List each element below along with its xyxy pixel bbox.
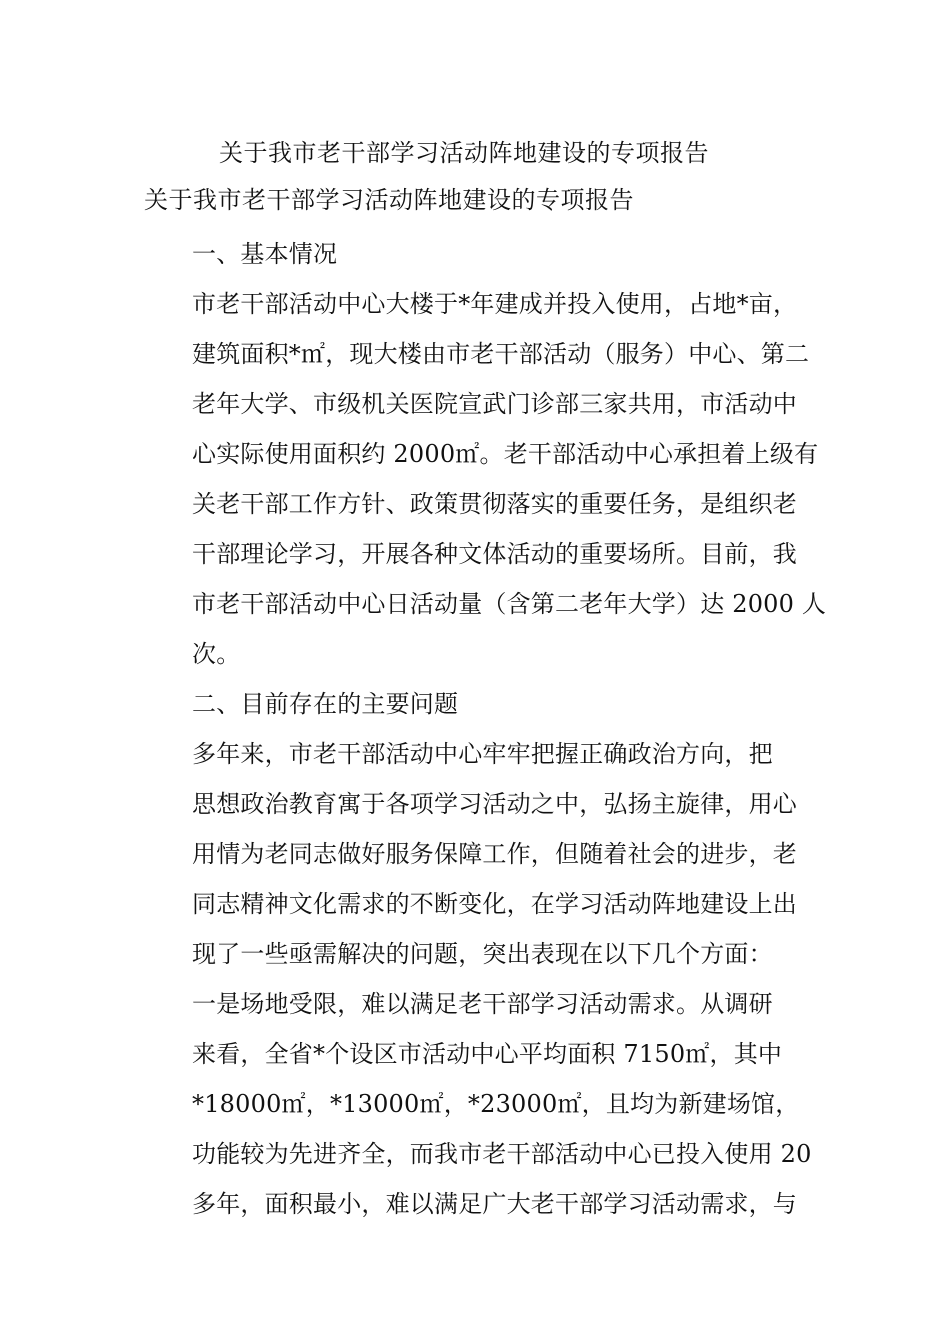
paragraph-space-limitation — [144, 979, 812, 1229]
document-subtitle: 关于我市老干部学习活动阵地建设的专项报告 — [144, 186, 634, 214]
text-line: 用情为老同志做好服务保障工作，但随着社会的进步，老 — [192, 840, 797, 868]
paragraph-basic-situation — [144, 279, 827, 679]
text-line: 建筑面积*㎡，现大楼由市老干部活动（服务）中心、第二 — [192, 340, 810, 368]
text-line: 心实际使用面积约 2000㎡。老干部活动中心承担着上级有 — [192, 440, 819, 468]
text-line: 市老干部活动中心大楼于*年建成并投入使用，占地*亩， — [192, 290, 798, 318]
section-heading-basic-situation: 一、基本情况 — [192, 240, 338, 268]
text-line: 思想政治教育寓于各项学习活动之中，弘扬主旋律，用心 — [192, 790, 797, 818]
text-line: 干部理论学习，开展各种文体活动的重要场所。目前，我 — [192, 540, 797, 568]
text-line: 次。 — [192, 640, 241, 668]
text-line: 来看，全省*个设区市活动中心平均面积 7150㎡，其中 — [192, 1040, 783, 1068]
text-line: *18000㎡，*13000㎡，*23000㎡，且均为新建场馆， — [192, 1090, 800, 1118]
text-line: 功能较为先进齐全，而我市老干部活动中心已投入使用 20 — [192, 1140, 812, 1168]
text-line: 老年大学、市级机关医院宣武门诊部三家共用，市活动中 — [192, 390, 797, 418]
text-line: 现了一些亟需解决的问题，突出表现在以下几个方面： — [192, 940, 773, 968]
text-line: 同志精神文化需求的不断变化，在学习活动阵地建设上出 — [192, 890, 797, 918]
text-line: 市老干部活动中心日活动量（含第二老年大学）达 2000 人 — [192, 590, 827, 618]
text-line: 关老干部工作方针、政策贯彻落实的重要任务，是组织老 — [192, 490, 797, 518]
paragraph-main-problems-intro — [144, 729, 808, 979]
text-line: 一是场地受限，难以满足老干部学习活动需求。从调研 — [192, 990, 773, 1018]
document-title: 关于我市老干部学习活动阵地建设的专项报告 — [219, 139, 709, 167]
text-line: 多年，面积最小，难以满足广大老干部学习活动需求，与 — [192, 1190, 797, 1218]
section-heading-main-problems: 二、目前存在的主要问题 — [192, 690, 459, 718]
document-body — [144, 229, 827, 1229]
text-line: 多年来，市老干部活动中心牢牢把握正确政治方向，把 — [192, 740, 773, 768]
